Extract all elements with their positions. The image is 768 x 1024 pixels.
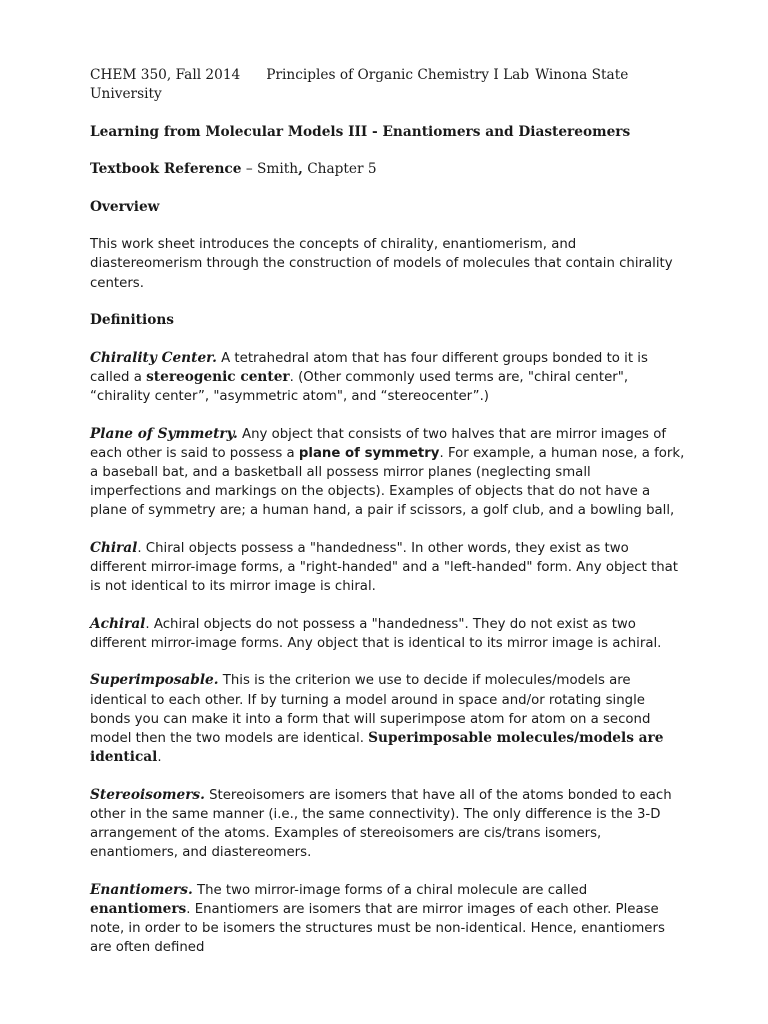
term-chirality-center: Chirality Center. bbox=[90, 349, 217, 366]
def-superimposable-bold: Superimposable molecules/models are identical bbox=[90, 730, 664, 766]
course-code: CHEM 350, Fall 2014 bbox=[90, 67, 241, 83]
def-chirality-center-bold: stereogenic center bbox=[146, 368, 290, 385]
definition-chirality-center bbox=[90, 349, 686, 407]
document-title: Learning from Molecular Models III - Enantiomers and Diastereomers bbox=[90, 123, 631, 140]
reference-comma: , bbox=[298, 161, 303, 178]
term-enantiomers: Enantiomers. bbox=[90, 881, 193, 898]
reference-chapter: Chapter 5 bbox=[302, 161, 377, 178]
def-achiral-text: . Achiral objects do not possess a "handedness". They do not exist as two different mirror-image forms. Any object that is identical to its mirror image is achiral. bbox=[90, 616, 662, 651]
reference-label: Textbook Reference bbox=[90, 161, 242, 178]
def-plane-text2: . For example, a human nose, a fork, a baseball bat, and a basketball all possess mirror planes (neglecting small imperfections and markings on the objects). Examples of objects that do not have a plane of symmetry are; a human hand, a pair if scissors, a golf club, and a bowling ball, bbox=[90, 445, 685, 519]
term-chiral: Chiral bbox=[90, 539, 138, 556]
def-enantiomers-bold: enantiomers bbox=[90, 901, 187, 918]
school-name-cont: University bbox=[90, 86, 162, 103]
overview-text: This work sheet introduces the concepts of chirality, enantiomerism, and diastereomerism through the construction of models of molecules that contain chirality centers. bbox=[90, 237, 673, 291]
def-plane-text1: Any object that consists of two halves that are mirror images of each other is said to possess a bbox=[90, 426, 667, 461]
reference-dash: – bbox=[241, 161, 258, 178]
definition-superimposable bbox=[90, 671, 686, 767]
def-superimposable-text1: This is the criterion we use to decide if molecules/models are identical to each other. If by turning a model around in space and/or rotating single bonds you can make it into a form that will superimpose atom for atom on a second model then the two models are identical. bbox=[90, 673, 651, 747]
definitions-list bbox=[90, 349, 686, 958]
definitions-heading: Definitions bbox=[90, 312, 174, 329]
term-plane-of-symmetry: Plane of Symmetry. bbox=[90, 425, 238, 442]
definition-chiral bbox=[90, 539, 686, 597]
definition-plane-of-symmetry bbox=[90, 425, 686, 521]
term-stereoisomers: Stereoisomers. bbox=[90, 786, 205, 803]
worksheet-page bbox=[90, 66, 686, 976]
def-chiral-text: . Chiral objects possess a "handedness". In other words, they exist as two different mirror-image forms, a "right-handed" and a "left-handed" form. Any object that is not identical to its mirror image is chiral. bbox=[90, 540, 679, 595]
lab-name: Principles of Organic Chemistry I Lab bbox=[266, 67, 530, 83]
def-stereoisomers-text: Stereoisomers are isomers that have all of the atoms bonded to each other in the same manner (i.e., the same connectivity). The only difference is the 3-D arrangement of the atoms. Examples of stereoisomers are cis/trans isomers, enantiomers, and diastereomers. bbox=[90, 787, 672, 861]
textbook-reference bbox=[90, 160, 686, 179]
definition-achiral bbox=[90, 615, 686, 653]
def-enantiomers-text2: . Enantiomers are isomers that are mirror images of each other. Please note, in order to be isomers the structures must be non-identical. Hence, enantiomers are often defined bbox=[90, 902, 665, 956]
def-chirality-center-text1: A tetrahedral atom that has four different groups bonded to it is called a bbox=[90, 350, 648, 385]
course-header bbox=[90, 66, 686, 104]
reference-author: Smith bbox=[257, 161, 299, 178]
term-superimposable: Superimposable. bbox=[90, 672, 219, 689]
def-enantiomers-text1: The two mirror-image forms of a chiral molecule are called bbox=[192, 882, 588, 898]
definition-stereoisomers bbox=[90, 786, 686, 863]
definition-enantiomers bbox=[90, 881, 686, 958]
def-chirality-center-text2: . (Other commonly used terms are, "chiral center", “chirality center”, "asymmetric atom", and “stereocenter”.) bbox=[90, 369, 629, 405]
school-name: Winona State bbox=[535, 67, 629, 83]
def-superimposable-text2: . bbox=[157, 750, 162, 766]
term-achiral: Achiral bbox=[90, 615, 146, 632]
overview-heading: Overview bbox=[90, 198, 160, 215]
def-plane-bold: plane of symmetry bbox=[298, 445, 440, 461]
